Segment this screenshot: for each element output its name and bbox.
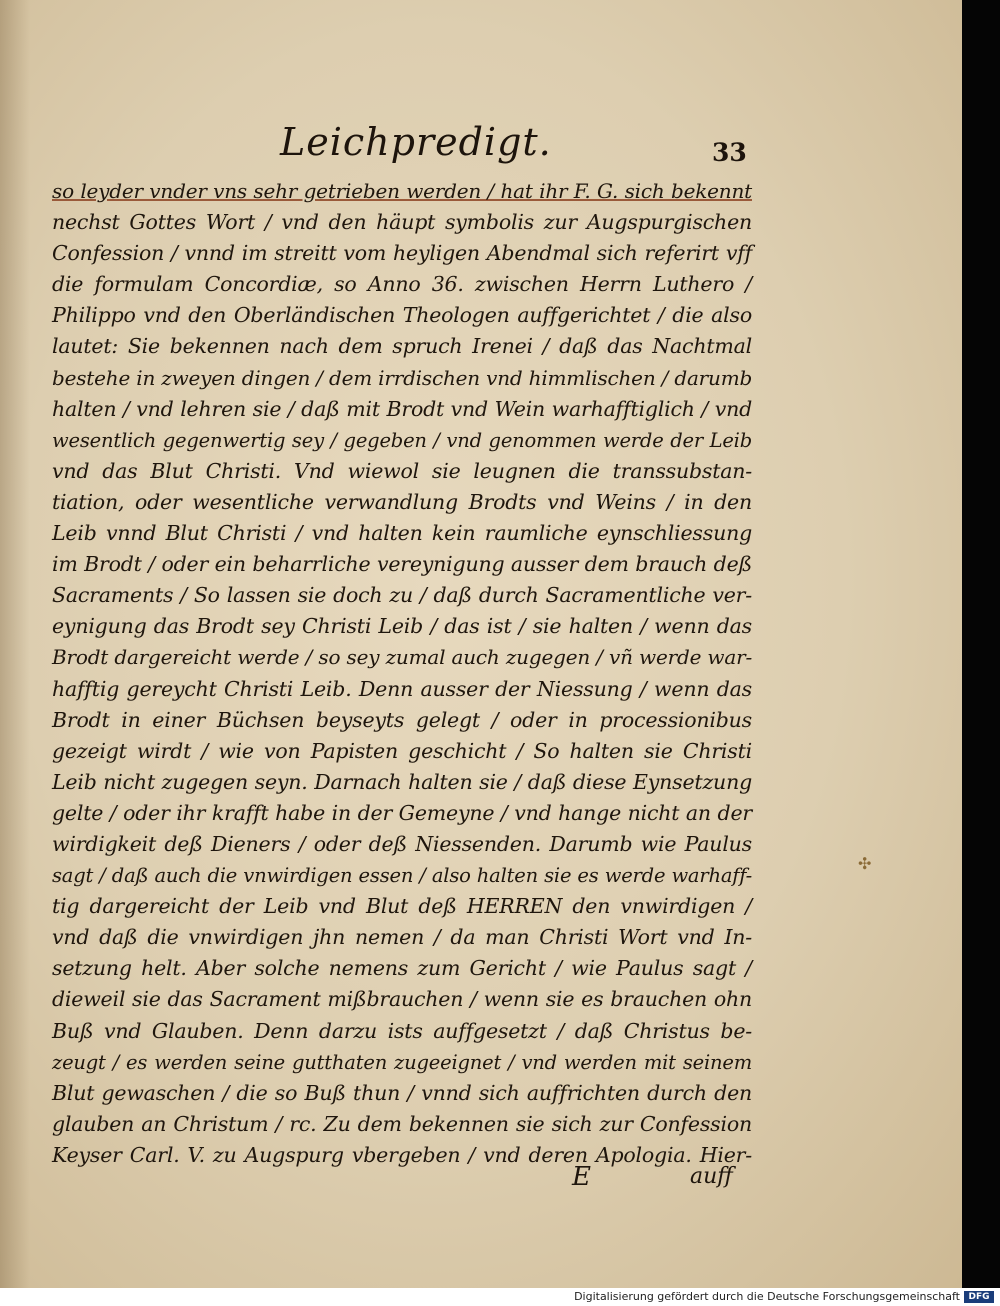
credit-bar [0, 1288, 1000, 1306]
text-line: bestehe in zweyen dingen / dem irrdischen vnd himmlischen / darumb [52, 365, 753, 390]
dfg-logo-icon: DFG [964, 1291, 994, 1303]
text-line: dieweil sie das Sacrament mißbrauchen / wenn sie es brauchen ohn [52, 987, 752, 1012]
text-line: Philippo vnd den Oberländischen Theologen auffgerichtet / die also [52, 303, 752, 328]
text-line: tiation, oder wesentliche verwandlung Brodts vnd Weins / in den [52, 489, 752, 514]
signature-mark: E [572, 1162, 591, 1192]
text-line: Sacraments / So lassen sie doch zu / daß durch Sacramentliche ver- [52, 583, 752, 608]
text-line: setzung helt. Aber solche nemens zum Gericht / wie Paulus sagt / [52, 956, 752, 981]
text-line: nechst Gottes Wort / vnd den häupt symbolis zur Augspurgischen [52, 210, 752, 235]
page-header [0, 120, 962, 170]
text-line: halten / vnd lehren sie / daß mit Brodt vnd Wein warhafftiglich / vnd [52, 396, 752, 421]
text-line: zeugt / es werden seine gutthaten zugeeignet / vnd werden mit seinem [52, 1050, 752, 1074]
running-head: Leichpredigt. [280, 120, 552, 164]
text-line: so leyder vnder vns sehr getrieben werden / hat ihr F. G. sich bekennt [52, 179, 752, 203]
text-line: hafftig gereycht Christi Leib. Denn ausser der Niessung / wenn das [52, 676, 752, 701]
text-line: lautet: Sie bekennen nach dem spruch Irenei / daß das Nachtmal [52, 334, 752, 359]
text-line: Blut gewaschen / die so Buß thun / vnnd sich auffrichten durch den [52, 1080, 752, 1105]
text-line: Keyser Carl. V. zu Augspurg vbergeben / vnd deren Apologia. Hier- [52, 1142, 752, 1167]
text-line: tig dargereicht der Leib vnd Blut deß HERREN den vnwirdigen / [52, 894, 752, 919]
text-line: sagt / daß auch die vnwirdigen essen / also halten sie es werde warhaff- [52, 864, 752, 888]
catchword: auff [690, 1164, 733, 1189]
text-line: eynigung das Brodt sey Christi Leib / das ist / sie halten / wenn das [52, 614, 752, 639]
text-line: gelte / oder ihr krafft habe in der Gemeyne / vnd hange nicht an der [52, 800, 752, 825]
scan-border [962, 0, 1000, 1288]
text-line: wesentlich gegenwertig sey / gegeben / vnd genommen werde der Leib [52, 428, 752, 452]
credit-text: Digitalisierung gefördert durch die Deutsche Forschungsgemeinschaft [574, 1290, 960, 1303]
text-line: im Brodt / oder ein beharrliche vereynigung ausser dem brauch deß [52, 552, 752, 577]
text-line: glauben an Christum / rc. Zu dem bekennen sie sich zur Confession [52, 1111, 752, 1136]
margin-ornament-icon: ✣ [858, 854, 872, 873]
page-number: 33 [712, 138, 747, 167]
page-footer [52, 1162, 752, 1198]
text-line: Brodt dargereicht werde / so sey zumal auch zugegen / vñ werde war- [52, 645, 752, 670]
text-line: Brodt in einer Büchsen beyseyts gelegt / oder in processionibus [52, 707, 752, 732]
text-line: die formulam Concordiæ, so Anno 36. zwischen Herrn Luthero / [52, 272, 752, 297]
text-line: Buß vnd Glauben. Denn darzu ists auffgesetzt / daß Christus be- [52, 1018, 752, 1043]
text-line: Leib nicht zugegen seyn. Darnach halten sie / daß diese Eynsetzung [52, 769, 752, 794]
text-line: vnd das Blut Christi. Vnd wiewol sie leugnen die transsubstan- [52, 458, 752, 483]
body-text [52, 176, 752, 1171]
text-line: gezeigt wirdt / wie von Papisten geschicht / So halten sie Christi [52, 738, 752, 763]
text-line: Confession / vnnd im streitt vom heyligen Abendmal sich referirt vff [52, 241, 752, 266]
text-line: wirdigkeit deß Dieners / oder deß Niessenden. Darumb wie Paulus [52, 831, 752, 856]
text-line: Leib vnnd Blut Christi / vnd halten kein raumliche eynschliessung [52, 521, 752, 546]
text-line: vnd daß die vnwirdigen jhn nemen / da man Christi Wort vnd In- [52, 925, 752, 950]
